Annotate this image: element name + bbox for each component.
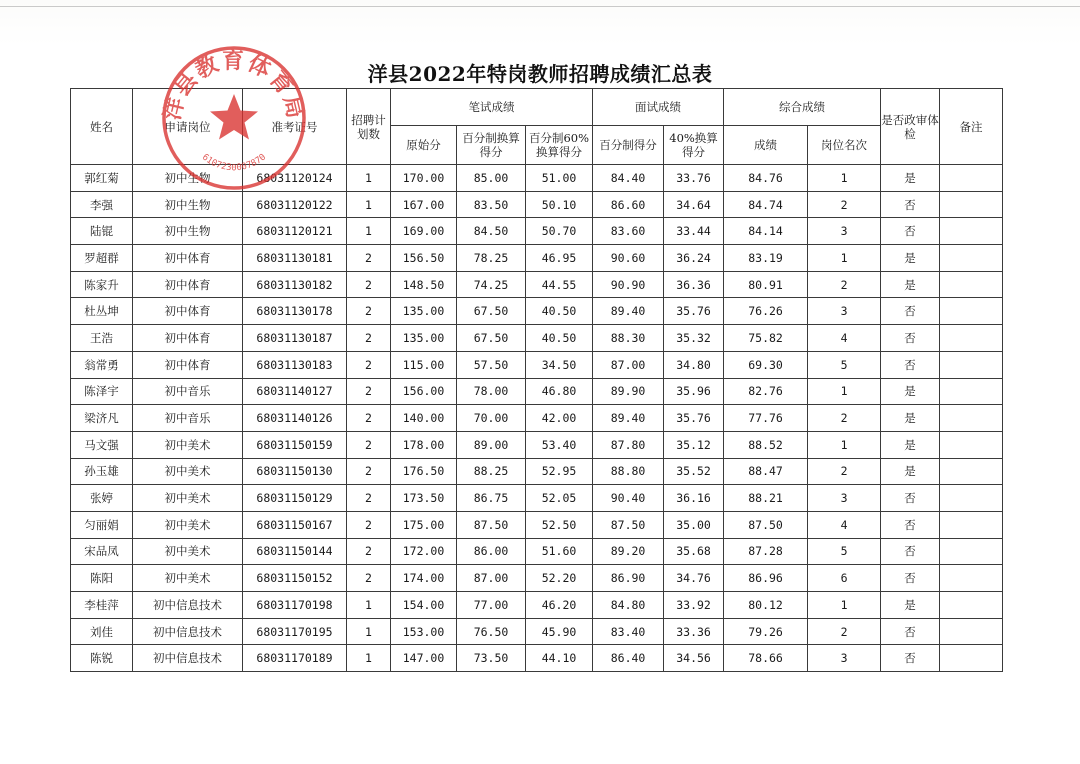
cell-name: 刘佳 bbox=[71, 618, 133, 645]
cell-exam-no: 68031130183 bbox=[243, 351, 347, 378]
cell-written-raw: 154.00 bbox=[391, 592, 457, 619]
cell-plan: 2 bbox=[347, 458, 391, 485]
cell-name: 马文强 bbox=[71, 431, 133, 458]
cell-position: 初中美术 bbox=[133, 431, 243, 458]
cell-written-raw: 153.00 bbox=[391, 618, 457, 645]
header-written-60: 百分制60%换算得分 bbox=[526, 126, 593, 165]
cell-position: 初中信息技术 bbox=[133, 645, 243, 672]
cell-interview-pct: 88.80 bbox=[593, 458, 664, 485]
table-row bbox=[71, 565, 1003, 592]
cell-written-pct: 78.00 bbox=[457, 378, 526, 405]
table-row bbox=[71, 618, 1003, 645]
cell-composite-score: 87.50 bbox=[724, 511, 808, 538]
cell-exam-no: 68031150152 bbox=[243, 565, 347, 592]
cell-written-raw: 135.00 bbox=[391, 298, 457, 325]
cell-check: 否 bbox=[881, 565, 940, 592]
cell-plan: 2 bbox=[347, 405, 391, 432]
cell-position: 初中体育 bbox=[133, 298, 243, 325]
cell-written-raw: 156.50 bbox=[391, 245, 457, 272]
cell-plan: 2 bbox=[347, 511, 391, 538]
cell-name: 杜丛坤 bbox=[71, 298, 133, 325]
cell-exam-no: 68031150167 bbox=[243, 511, 347, 538]
header-exam-no: 准考证号 bbox=[243, 89, 347, 165]
cell-written-60: 40.50 bbox=[526, 298, 593, 325]
cell-written-60: 53.40 bbox=[526, 431, 593, 458]
cell-composite-rank: 3 bbox=[808, 645, 881, 672]
cell-check: 否 bbox=[881, 618, 940, 645]
header-interview-40: 40%换算得分 bbox=[664, 126, 724, 165]
cell-check: 否 bbox=[881, 645, 940, 672]
cell-written-60: 46.80 bbox=[526, 378, 593, 405]
cell-interview-pct: 83.40 bbox=[593, 618, 664, 645]
cell-written-raw: 172.00 bbox=[391, 538, 457, 565]
table-row bbox=[71, 405, 1003, 432]
cell-position: 初中美术 bbox=[133, 485, 243, 512]
cell-name: 陈家升 bbox=[71, 271, 133, 298]
cell-interview-40: 35.32 bbox=[664, 325, 724, 352]
cell-written-60: 46.20 bbox=[526, 592, 593, 619]
cell-written-pct: 89.00 bbox=[457, 431, 526, 458]
cell-written-60: 44.10 bbox=[526, 645, 593, 672]
cell-interview-pct: 90.40 bbox=[593, 485, 664, 512]
cell-interview-pct: 87.80 bbox=[593, 431, 664, 458]
cell-remark bbox=[940, 298, 1003, 325]
cell-position: 初中信息技术 bbox=[133, 618, 243, 645]
cell-plan: 1 bbox=[347, 165, 391, 192]
cell-written-pct: 87.00 bbox=[457, 565, 526, 592]
cell-exam-no: 68031130181 bbox=[243, 245, 347, 272]
cell-plan: 2 bbox=[347, 351, 391, 378]
table-row bbox=[71, 351, 1003, 378]
cell-name: 宋品凤 bbox=[71, 538, 133, 565]
cell-written-60: 45.90 bbox=[526, 618, 593, 645]
header-name: 姓名 bbox=[71, 89, 133, 165]
cell-interview-40: 33.44 bbox=[664, 218, 724, 245]
cell-composite-rank: 5 bbox=[808, 538, 881, 565]
cell-written-raw: 175.00 bbox=[391, 511, 457, 538]
cell-interview-40: 35.12 bbox=[664, 431, 724, 458]
cell-composite-rank: 6 bbox=[808, 565, 881, 592]
cell-remark bbox=[940, 378, 1003, 405]
header-written: 笔试成绩 bbox=[391, 89, 593, 126]
cell-composite-rank: 2 bbox=[808, 405, 881, 432]
cell-check: 否 bbox=[881, 485, 940, 512]
cell-written-pct: 67.50 bbox=[457, 298, 526, 325]
cell-plan: 2 bbox=[347, 431, 391, 458]
cell-exam-no: 68031170198 bbox=[243, 592, 347, 619]
cell-remark bbox=[940, 351, 1003, 378]
table-row bbox=[71, 538, 1003, 565]
cell-interview-40: 36.16 bbox=[664, 485, 724, 512]
cell-composite-score: 75.82 bbox=[724, 325, 808, 352]
cell-composite-rank: 3 bbox=[808, 218, 881, 245]
cell-written-pct: 84.50 bbox=[457, 218, 526, 245]
table-row bbox=[71, 645, 1003, 672]
cell-interview-pct: 86.60 bbox=[593, 191, 664, 218]
cell-check: 否 bbox=[881, 325, 940, 352]
cell-check: 否 bbox=[881, 538, 940, 565]
cell-check: 是 bbox=[881, 165, 940, 192]
cell-check: 是 bbox=[881, 592, 940, 619]
cell-interview-pct: 86.40 bbox=[593, 645, 664, 672]
cell-name: 翁常勇 bbox=[71, 351, 133, 378]
table-row bbox=[71, 511, 1003, 538]
cell-position: 初中生物 bbox=[133, 218, 243, 245]
header-composite: 综合成绩 bbox=[724, 89, 881, 126]
cell-plan: 2 bbox=[347, 245, 391, 272]
cell-interview-40: 35.00 bbox=[664, 511, 724, 538]
header-remark: 备注 bbox=[940, 89, 1003, 165]
cell-name: 郭红菊 bbox=[71, 165, 133, 192]
cell-interview-40: 34.56 bbox=[664, 645, 724, 672]
cell-interview-pct: 89.40 bbox=[593, 405, 664, 432]
cell-remark bbox=[940, 538, 1003, 565]
cell-interview-pct: 87.00 bbox=[593, 351, 664, 378]
cell-written-raw: 173.50 bbox=[391, 485, 457, 512]
cell-name: 孙玉雄 bbox=[71, 458, 133, 485]
header-written-raw: 原始分 bbox=[391, 126, 457, 165]
cell-composite-rank: 4 bbox=[808, 325, 881, 352]
cell-written-raw: 148.50 bbox=[391, 271, 457, 298]
cell-interview-40: 34.80 bbox=[664, 351, 724, 378]
cell-composite-rank: 4 bbox=[808, 511, 881, 538]
cell-written-pct: 57.50 bbox=[457, 351, 526, 378]
cell-position: 初中音乐 bbox=[133, 378, 243, 405]
cell-written-pct: 70.00 bbox=[457, 405, 526, 432]
cell-interview-40: 33.76 bbox=[664, 165, 724, 192]
header-check: 是否政审体检 bbox=[881, 89, 940, 165]
cell-written-raw: 135.00 bbox=[391, 325, 457, 352]
cell-composite-rank: 1 bbox=[808, 592, 881, 619]
cell-written-raw: 140.00 bbox=[391, 405, 457, 432]
cell-interview-pct: 84.40 bbox=[593, 165, 664, 192]
cell-written-60: 34.50 bbox=[526, 351, 593, 378]
cell-written-pct: 74.25 bbox=[457, 271, 526, 298]
table-row bbox=[71, 218, 1003, 245]
cell-exam-no: 68031150130 bbox=[243, 458, 347, 485]
cell-composite-score: 84.74 bbox=[724, 191, 808, 218]
cell-written-60: 52.20 bbox=[526, 565, 593, 592]
cell-composite-score: 78.66 bbox=[724, 645, 808, 672]
cell-remark bbox=[940, 592, 1003, 619]
official-seal-stamp bbox=[158, 42, 310, 194]
cell-name: 匀丽娟 bbox=[71, 511, 133, 538]
cell-remark bbox=[940, 458, 1003, 485]
cell-composite-rank: 3 bbox=[808, 298, 881, 325]
cell-remark bbox=[940, 325, 1003, 352]
cell-position: 初中美术 bbox=[133, 538, 243, 565]
cell-composite-score: 80.12 bbox=[724, 592, 808, 619]
cell-remark bbox=[940, 511, 1003, 538]
cell-position: 初中美术 bbox=[133, 458, 243, 485]
cell-interview-pct: 89.90 bbox=[593, 378, 664, 405]
cell-written-pct: 85.00 bbox=[457, 165, 526, 192]
cell-composite-score: 77.76 bbox=[724, 405, 808, 432]
cell-position: 初中生物 bbox=[133, 165, 243, 192]
table-row bbox=[71, 458, 1003, 485]
table-row bbox=[71, 298, 1003, 325]
cell-written-raw: 170.00 bbox=[391, 165, 457, 192]
cell-composite-rank: 2 bbox=[808, 458, 881, 485]
cell-remark bbox=[940, 218, 1003, 245]
cell-remark bbox=[940, 165, 1003, 192]
cell-name: 王浩 bbox=[71, 325, 133, 352]
cell-plan: 2 bbox=[347, 298, 391, 325]
cell-written-60: 50.70 bbox=[526, 218, 593, 245]
cell-plan: 1 bbox=[347, 592, 391, 619]
cell-exam-no: 68031120122 bbox=[243, 191, 347, 218]
cell-plan: 2 bbox=[347, 271, 391, 298]
cell-exam-no: 68031150159 bbox=[243, 431, 347, 458]
cell-interview-40: 35.76 bbox=[664, 298, 724, 325]
cell-written-raw: 169.00 bbox=[391, 218, 457, 245]
cell-written-60: 51.00 bbox=[526, 165, 593, 192]
cell-exam-no: 68031170195 bbox=[243, 618, 347, 645]
cell-exam-no: 68031120121 bbox=[243, 218, 347, 245]
cell-position: 初中生物 bbox=[133, 191, 243, 218]
cell-written-raw: 174.00 bbox=[391, 565, 457, 592]
table-row bbox=[71, 592, 1003, 619]
cell-composite-rank: 3 bbox=[808, 485, 881, 512]
cell-name: 陆锟 bbox=[71, 218, 133, 245]
cell-written-pct: 86.75 bbox=[457, 485, 526, 512]
cell-remark bbox=[940, 191, 1003, 218]
cell-name: 罗超群 bbox=[71, 245, 133, 272]
cell-exam-no: 68031130182 bbox=[243, 271, 347, 298]
cell-composite-rank: 1 bbox=[808, 165, 881, 192]
cell-composite-rank: 1 bbox=[808, 378, 881, 405]
cell-position: 初中体育 bbox=[133, 351, 243, 378]
cell-exam-no: 68031130187 bbox=[243, 325, 347, 352]
cell-written-raw: 156.00 bbox=[391, 378, 457, 405]
cell-composite-score: 88.21 bbox=[724, 485, 808, 512]
cell-composite-score: 88.47 bbox=[724, 458, 808, 485]
cell-written-pct: 86.00 bbox=[457, 538, 526, 565]
cell-composite-score: 84.76 bbox=[724, 165, 808, 192]
header-position: 申请岗位 bbox=[133, 89, 243, 165]
header-composite-score: 成绩 bbox=[724, 126, 808, 165]
cell-name: 陈锐 bbox=[71, 645, 133, 672]
cell-interview-pct: 89.20 bbox=[593, 538, 664, 565]
cell-written-60: 46.95 bbox=[526, 245, 593, 272]
cell-check: 否 bbox=[881, 511, 940, 538]
cell-written-60: 44.55 bbox=[526, 271, 593, 298]
cell-composite-score: 84.14 bbox=[724, 218, 808, 245]
cell-plan: 1 bbox=[347, 218, 391, 245]
cell-check: 是 bbox=[881, 271, 940, 298]
cell-composite-rank: 2 bbox=[808, 618, 881, 645]
cell-remark bbox=[940, 431, 1003, 458]
cell-check: 否 bbox=[881, 351, 940, 378]
cell-name: 陈阳 bbox=[71, 565, 133, 592]
cell-composite-score: 86.96 bbox=[724, 565, 808, 592]
cell-interview-40: 35.76 bbox=[664, 405, 724, 432]
table-body bbox=[71, 165, 1003, 672]
cell-written-pct: 73.50 bbox=[457, 645, 526, 672]
cell-written-pct: 87.50 bbox=[457, 511, 526, 538]
seal-code: 6107230007870 bbox=[199, 152, 269, 174]
cell-composite-score: 79.26 bbox=[724, 618, 808, 645]
cell-exam-no: 68031170189 bbox=[243, 645, 347, 672]
cell-check: 是 bbox=[881, 405, 940, 432]
table-row bbox=[71, 378, 1003, 405]
cell-plan: 2 bbox=[347, 538, 391, 565]
cell-position: 初中信息技术 bbox=[133, 592, 243, 619]
cell-position: 初中体育 bbox=[133, 271, 243, 298]
table-row bbox=[71, 325, 1003, 352]
cell-interview-40: 34.64 bbox=[664, 191, 724, 218]
cell-written-pct: 76.50 bbox=[457, 618, 526, 645]
cell-exam-no: 68031150144 bbox=[243, 538, 347, 565]
cell-written-raw: 167.00 bbox=[391, 191, 457, 218]
cell-remark bbox=[940, 485, 1003, 512]
cell-plan: 1 bbox=[347, 191, 391, 218]
cell-composite-score: 82.76 bbox=[724, 378, 808, 405]
cell-interview-40: 34.76 bbox=[664, 565, 724, 592]
cell-position: 初中音乐 bbox=[133, 405, 243, 432]
cell-written-60: 40.50 bbox=[526, 325, 593, 352]
cell-check: 否 bbox=[881, 298, 940, 325]
cell-position: 初中体育 bbox=[133, 245, 243, 272]
cell-composite-rank: 2 bbox=[808, 191, 881, 218]
cell-composite-rank: 5 bbox=[808, 351, 881, 378]
cell-remark bbox=[940, 245, 1003, 272]
cell-composite-score: 80.91 bbox=[724, 271, 808, 298]
cell-position: 初中体育 bbox=[133, 325, 243, 352]
cell-interview-pct: 83.60 bbox=[593, 218, 664, 245]
table-row bbox=[71, 485, 1003, 512]
document-title: 洋县2022年特岗教师招聘成绩汇总表 bbox=[367, 62, 713, 86]
cell-remark bbox=[940, 565, 1003, 592]
cell-interview-pct: 89.40 bbox=[593, 298, 664, 325]
cell-interview-pct: 84.80 bbox=[593, 592, 664, 619]
cell-plan: 2 bbox=[347, 565, 391, 592]
seal-text: 洋县教育体育局 bbox=[159, 48, 309, 123]
cell-composite-rank: 1 bbox=[808, 245, 881, 272]
cell-written-raw: 147.00 bbox=[391, 645, 457, 672]
cell-check: 否 bbox=[881, 218, 940, 245]
cell-remark bbox=[940, 618, 1003, 645]
cell-written-60: 52.50 bbox=[526, 511, 593, 538]
table-row bbox=[71, 271, 1003, 298]
cell-position: 初中美术 bbox=[133, 565, 243, 592]
cell-interview-40: 35.68 bbox=[664, 538, 724, 565]
cell-interview-pct: 88.30 bbox=[593, 325, 664, 352]
cell-name: 李强 bbox=[71, 191, 133, 218]
header-written-pct: 百分制换算得分 bbox=[457, 126, 526, 165]
cell-plan: 1 bbox=[347, 618, 391, 645]
cell-written-60: 42.00 bbox=[526, 405, 593, 432]
cell-interview-40: 33.36 bbox=[664, 618, 724, 645]
cell-written-pct: 77.00 bbox=[457, 592, 526, 619]
cell-exam-no: 68031150129 bbox=[243, 485, 347, 512]
cell-check: 是 bbox=[881, 245, 940, 272]
cell-name: 张婷 bbox=[71, 485, 133, 512]
cell-plan: 2 bbox=[347, 378, 391, 405]
cell-check: 是 bbox=[881, 458, 940, 485]
cell-check: 是 bbox=[881, 378, 940, 405]
cell-interview-40: 36.36 bbox=[664, 271, 724, 298]
cell-remark bbox=[940, 271, 1003, 298]
cell-name: 陈泽宇 bbox=[71, 378, 133, 405]
cell-written-pct: 67.50 bbox=[457, 325, 526, 352]
cell-exam-no: 68031120124 bbox=[243, 165, 347, 192]
cell-composite-rank: 2 bbox=[808, 271, 881, 298]
cell-interview-40: 35.52 bbox=[664, 458, 724, 485]
cell-written-pct: 83.50 bbox=[457, 191, 526, 218]
cell-written-raw: 176.50 bbox=[391, 458, 457, 485]
seal-star-icon bbox=[210, 94, 258, 140]
cell-exam-no: 68031130178 bbox=[243, 298, 347, 325]
cell-written-pct: 78.25 bbox=[457, 245, 526, 272]
cell-name: 梁济凡 bbox=[71, 405, 133, 432]
cell-interview-pct: 86.90 bbox=[593, 565, 664, 592]
page-top-edge bbox=[0, 6, 1080, 7]
cell-composite-score: 69.30 bbox=[724, 351, 808, 378]
cell-written-raw: 115.00 bbox=[391, 351, 457, 378]
cell-remark bbox=[940, 405, 1003, 432]
cell-written-60: 50.10 bbox=[526, 191, 593, 218]
header-composite-rank: 岗位名次 bbox=[808, 126, 881, 165]
cell-interview-40: 35.96 bbox=[664, 378, 724, 405]
cell-written-60: 52.05 bbox=[526, 485, 593, 512]
cell-interview-40: 36.24 bbox=[664, 245, 724, 272]
cell-plan: 2 bbox=[347, 325, 391, 352]
cell-name: 李桂萍 bbox=[71, 592, 133, 619]
table-row bbox=[71, 431, 1003, 458]
cell-plan: 1 bbox=[347, 645, 391, 672]
cell-interview-pct: 90.60 bbox=[593, 245, 664, 272]
table-row bbox=[71, 245, 1003, 272]
cell-written-60: 51.60 bbox=[526, 538, 593, 565]
cell-interview-pct: 87.50 bbox=[593, 511, 664, 538]
header-interview: 面试成绩 bbox=[593, 89, 724, 126]
cell-composite-score: 87.28 bbox=[724, 538, 808, 565]
cell-plan: 2 bbox=[347, 485, 391, 512]
cell-exam-no: 68031140126 bbox=[243, 405, 347, 432]
header-interview-pct: 百分制得分 bbox=[593, 126, 664, 165]
cell-interview-pct: 90.90 bbox=[593, 271, 664, 298]
table-row bbox=[71, 191, 1003, 218]
svg-text:6107230007870 bbox=[200, 152, 268, 173]
cell-written-raw: 178.00 bbox=[391, 431, 457, 458]
cell-composite-rank: 1 bbox=[808, 431, 881, 458]
cell-composite-score: 88.52 bbox=[724, 431, 808, 458]
cell-interview-40: 33.92 bbox=[664, 592, 724, 619]
cell-written-pct: 88.25 bbox=[457, 458, 526, 485]
cell-exam-no: 68031140127 bbox=[243, 378, 347, 405]
cell-composite-score: 76.26 bbox=[724, 298, 808, 325]
cell-written-60: 52.95 bbox=[526, 458, 593, 485]
cell-position: 初中美术 bbox=[133, 511, 243, 538]
cell-remark bbox=[940, 645, 1003, 672]
cell-check: 否 bbox=[881, 191, 940, 218]
cell-check: 是 bbox=[881, 431, 940, 458]
cell-composite-score: 83.19 bbox=[724, 245, 808, 272]
header-plan: 招聘计划数 bbox=[347, 89, 391, 165]
